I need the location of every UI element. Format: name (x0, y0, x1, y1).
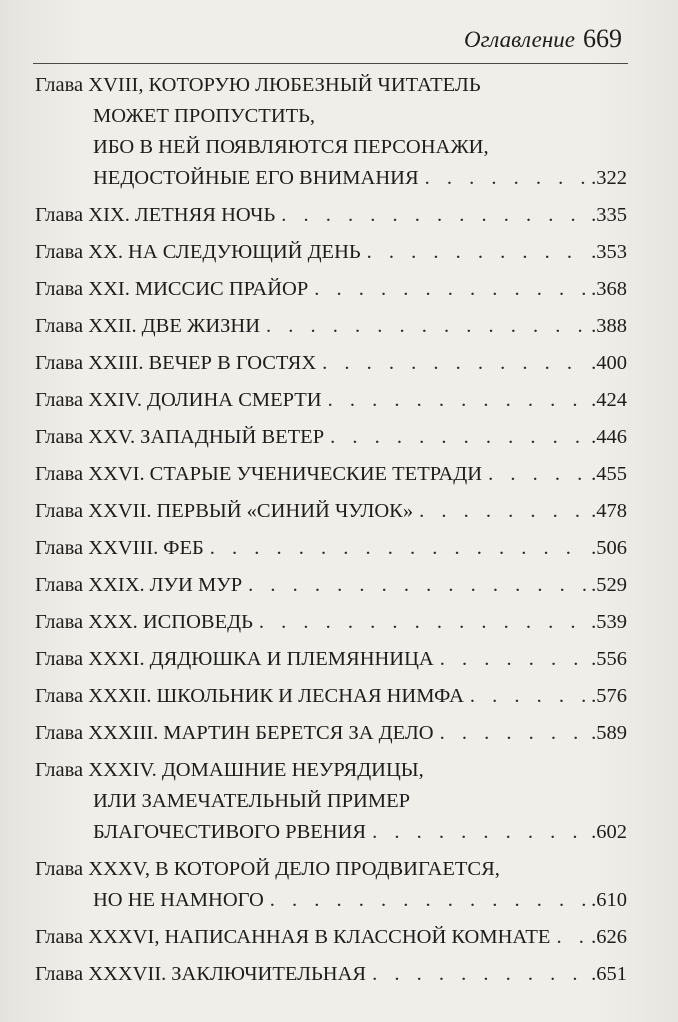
chapter-title: ЗАКЛЮЧИТЕЛЬНАЯ (171, 963, 367, 985)
toc-entry (35, 755, 627, 848)
chapter-label: Глава XXXI. (35, 648, 145, 670)
chapter-page-number: .610 (591, 889, 627, 911)
chapter-label: Глава XXVI. (35, 463, 145, 485)
chapter-page-number: .478 (591, 500, 627, 522)
toc-entry (35, 70, 627, 194)
toc-entry-line (35, 496, 627, 527)
toc-entry (35, 200, 627, 231)
toc-entry (35, 718, 627, 749)
chapter-title: ФЕБ (163, 537, 204, 559)
chapter-title: ЗАПАДНЫЙ ВЕТЕР (140, 426, 325, 448)
dot-leader (372, 817, 587, 848)
chapter-title: МИССИС ПРАЙОР (134, 278, 309, 300)
dot-leader (314, 274, 587, 305)
toc-entry-line (35, 237, 627, 268)
dot-leader (210, 533, 587, 564)
chapter-page-number: .400 (591, 352, 627, 374)
chapter-label: Глава XXXVII. (35, 963, 167, 985)
dot-leader (330, 422, 587, 453)
chapter-title: ШКОЛЬНИК И ЛЕСНАЯ НИМФА (156, 685, 464, 707)
chapter-label: Глава XXXV, (35, 858, 150, 880)
chapter-page-number: .529 (591, 574, 627, 596)
chapter-label: Глава XXXIV. (35, 759, 157, 781)
chapter-page-number: .424 (591, 389, 627, 411)
toc-entry (35, 459, 627, 490)
toc-entry (35, 607, 627, 638)
dot-leader (281, 200, 587, 231)
chapter-title: ПЕРВЫЙ «СИНИЙ ЧУЛОК» (156, 500, 414, 522)
chapter-label: Глава XXIV. (35, 389, 142, 411)
toc-entry-line (35, 786, 627, 817)
toc-entry-line (35, 755, 627, 786)
toc-entry (35, 644, 627, 675)
chapter-page-number: .602 (591, 821, 627, 843)
chapter-page-number: .589 (591, 722, 627, 744)
chapter-page-number: .446 (591, 426, 627, 448)
chapter-label: Глава XXXVI, (35, 926, 160, 948)
toc-entry-line (35, 533, 627, 564)
toc-entry-line (35, 200, 627, 231)
running-head-page-number: 669 (583, 24, 622, 53)
toc-entry (35, 854, 627, 916)
chapter-page-number: .539 (591, 611, 627, 633)
toc-entry (35, 348, 627, 379)
dot-leader (367, 237, 587, 268)
toc-entry-line (35, 885, 627, 916)
chapter-label: Глава XXIX. (35, 574, 145, 596)
toc-entry-line (35, 644, 627, 675)
toc-entry-line (35, 718, 627, 749)
chapter-label: Глава XXVII. (35, 500, 152, 522)
dot-leader (425, 163, 588, 194)
toc-entry (35, 422, 627, 453)
dot-leader (266, 311, 587, 342)
chapter-title: ДОМАШНИЕ НЕУРЯДИЦЫ, (161, 759, 424, 781)
chapter-label: Глава XXX. (35, 611, 138, 633)
chapter-title: НЕДОСТОЙНЫЕ ЕГО ВНИМАНИЯ (93, 167, 419, 189)
dot-leader (440, 644, 587, 675)
toc-entry (35, 922, 627, 953)
chapter-title: НА СЛЕДУЮЩИЙ ДЕНЬ (128, 241, 361, 263)
chapter-page-number: .353 (591, 241, 627, 263)
chapter-label: Глава XXV. (35, 426, 136, 448)
dot-leader (328, 385, 588, 416)
chapter-page-number: .335 (591, 204, 627, 226)
toc-entry-line (35, 854, 627, 885)
dot-leader (322, 348, 587, 379)
chapter-page-number: .626 (591, 926, 627, 948)
toc-entry (35, 570, 627, 601)
toc-entry-line (35, 817, 627, 848)
chapter-page-number: .556 (591, 648, 627, 670)
dot-leader (248, 570, 587, 601)
chapter-label: Глава XIX. (35, 204, 130, 226)
toc-entry-line (35, 570, 627, 601)
toc-entry-line (35, 959, 627, 990)
chapter-label: Глава XXIII. (35, 352, 144, 374)
chapter-title: ИЛИ ЗАМЕЧАТЕЛЬНЫЙ ПРИМЕР (93, 790, 411, 812)
toc-entry-line (35, 132, 627, 163)
toc-entry-line (35, 922, 627, 953)
chapter-title: НО НЕ НАМНОГО (93, 889, 264, 911)
chapter-title: МАРТИН БЕРЕТСЯ ЗА ДЕЛО (163, 722, 434, 744)
chapter-label: Глава XXI. (35, 278, 130, 300)
toc-entry (35, 959, 627, 990)
toc-entry (35, 274, 627, 305)
header-rule (33, 63, 628, 64)
chapter-title: БЛАГОЧЕСТИВОГО РВЕНИЯ (93, 821, 367, 843)
toc-entry (35, 533, 627, 564)
table-of-contents (35, 70, 627, 996)
dot-leader (372, 959, 587, 990)
toc-entry (35, 385, 627, 416)
toc-entry-line (35, 459, 627, 490)
dot-leader (440, 718, 588, 749)
chapter-label: Глава XX. (35, 241, 124, 263)
chapter-label: Глава XXXII. (35, 685, 152, 707)
chapter-label: Глава XXII. (35, 315, 137, 337)
chapter-title: ЛУИ МУР (149, 574, 243, 596)
dot-leader (556, 922, 587, 953)
chapter-title: СТАРЫЕ УЧЕНИЧЕСКИЕ ТЕТРАДИ (149, 463, 483, 485)
toc-entry-line (35, 101, 627, 132)
chapter-label: Глава XXXIII. (35, 722, 159, 744)
dot-leader (488, 459, 587, 490)
chapter-title: ВЕЧЕР В ГОСТЯХ (148, 352, 317, 374)
toc-entry (35, 496, 627, 527)
running-head (464, 24, 622, 54)
toc-entry-line (35, 163, 627, 194)
chapter-page-number: .455 (591, 463, 627, 485)
dot-leader (419, 496, 587, 527)
chapter-title: ДОЛИНА СМЕРТИ (147, 389, 322, 411)
chapter-title: ДВЕ ЖИЗНИ (141, 315, 261, 337)
toc-entry-line (35, 274, 627, 305)
chapter-label: Глава XVIII, (35, 74, 144, 96)
chapter-page-number: .576 (591, 685, 627, 707)
toc-entry (35, 311, 627, 342)
toc-entry-line (35, 311, 627, 342)
dot-leader (270, 885, 587, 916)
chapter-title: ДЯДЮШКА И ПЛЕМЯННИЦА (149, 648, 434, 670)
chapter-page-number: .388 (591, 315, 627, 337)
toc-entry-line (35, 385, 627, 416)
chapter-page-number: .506 (591, 537, 627, 559)
dot-leader (470, 681, 587, 712)
chapter-title: КОТОРУЮ ЛЮБЕЗНЫЙ ЧИТАТЕЛЬ (148, 74, 481, 96)
toc-entry-line (35, 681, 627, 712)
toc-entry (35, 681, 627, 712)
chapter-title: ИСПОВЕДЬ (142, 611, 253, 633)
running-head-title: Оглавление (463, 27, 575, 52)
chapter-page-number: .368 (591, 278, 627, 300)
toc-entry (35, 237, 627, 268)
chapter-title: ИБО В НЕЙ ПОЯВЛЯЮТСЯ ПЕРСОНАЖИ, (93, 136, 489, 158)
dot-leader (259, 607, 587, 638)
chapter-page-number: .651 (591, 963, 627, 985)
toc-entry-line (35, 422, 627, 453)
toc-entry-line (35, 70, 627, 101)
toc-entry-line (35, 607, 627, 638)
toc-entry-line (35, 348, 627, 379)
chapter-title: НАПИСАННАЯ В КЛАССНОЙ КОМНАТЕ (164, 926, 551, 948)
chapter-title: В КОТОРОЙ ДЕЛО ПРОДВИГАЕТСЯ, (154, 858, 500, 880)
chapter-title: ЛЕТНЯЯ НОЧЬ (134, 204, 276, 226)
chapter-page-number: .322 (591, 167, 627, 189)
chapter-title: МОЖЕТ ПРОПУСТИТЬ, (93, 105, 316, 127)
chapter-label: Глава XXVIII. (35, 537, 159, 559)
